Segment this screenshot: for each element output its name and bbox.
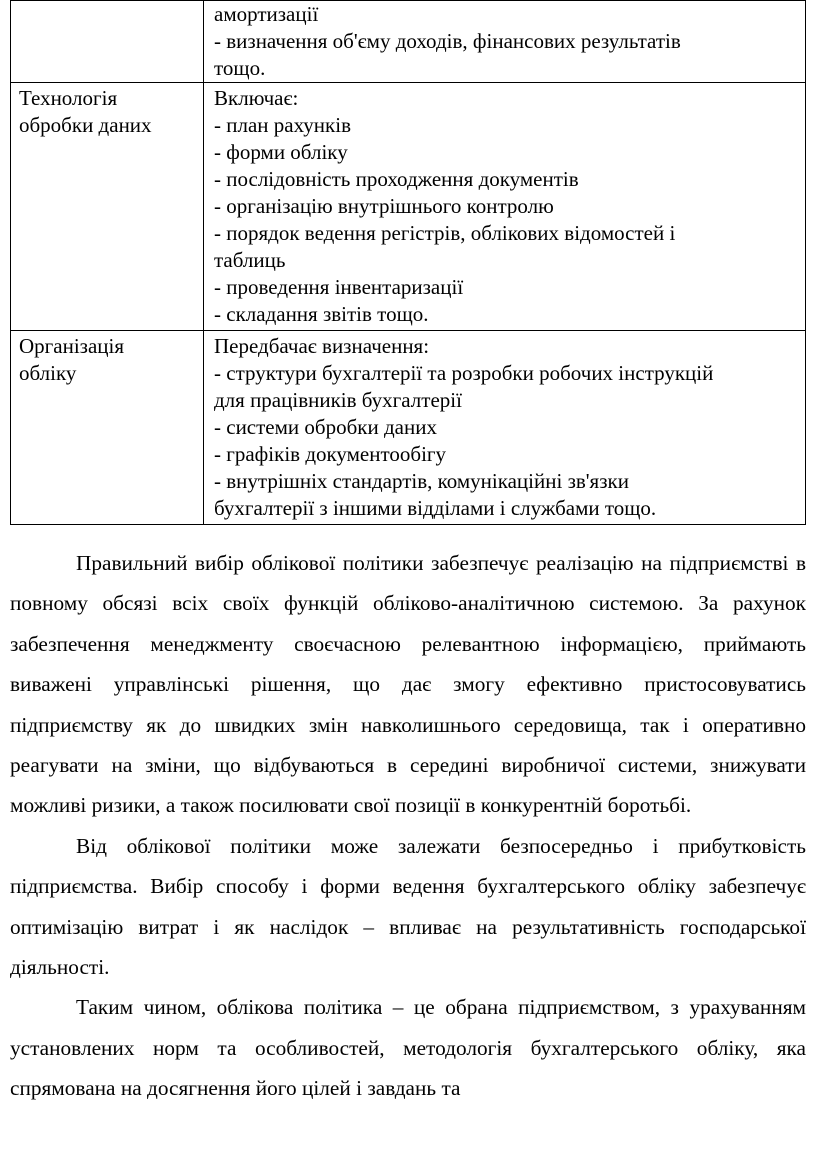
- table-cell-line: Передбачає визначення:: [214, 334, 430, 358]
- table-cell-line: амортизації: [214, 2, 319, 26]
- table-cell-line: бухгалтерії з іншими відділами і службами тощо.: [214, 496, 657, 520]
- table-cell-line: - проведення інвентаризації: [214, 275, 464, 299]
- table-cell-line: тощо.: [214, 56, 266, 80]
- table-cell-line: - послідовність проходження документів: [214, 167, 579, 191]
- table-row: [11, 331, 806, 525]
- table-cell-line: - структури бухгалтерії та розробки робочих інструкцій: [214, 361, 714, 385]
- accounting-policy-table: [10, 0, 806, 525]
- row-label-line: обліку: [19, 361, 77, 385]
- table-cell-content: [204, 331, 806, 525]
- table-cell-label: [11, 83, 204, 331]
- table-cell-line: - графіків документообігу: [214, 442, 447, 466]
- table-cell-content: [204, 83, 806, 331]
- row-label-line: обробки даних: [19, 113, 152, 137]
- table-cell-line: - порядок ведення регістрів, облікових відомостей і: [214, 221, 676, 245]
- table-cell-line: - організацію внутрішнього контролю: [214, 194, 554, 218]
- table-cell-line: - форми обліку: [214, 140, 348, 164]
- paragraph: Від облікової політики може залежати безпосередньо і прибутковість підприємства. Вибір способу і форми ведення бухгалтерського обліку забезпечує оптимізацію витрат і як наслідок – впливає на результативність господарської діяльності.: [10, 833, 806, 980]
- table-cell-line: для працівників бухгалтерії: [214, 388, 462, 412]
- table-cell-line: таблиць: [214, 248, 286, 272]
- body-text: [10, 543, 806, 1109]
- table-cell-line: - визначення об'єму доходів, фінансових результатів: [214, 29, 681, 53]
- table-cell-line: Включає:: [214, 86, 299, 110]
- table-row: [11, 83, 806, 331]
- table-row: [11, 1, 806, 83]
- paragraph: Правильний вибір облікової політики забезпечує реалізацію на підприємстві в повному обсязі всіх своїх функцій обліково-аналітичною системою. За рахунок забезпечення менеджменту своєчасною релевантною інформацією, приймають виважені управлінські рішення, що дає змогу ефективно пристосовуватись підприємству як до швидких змін навколишнього середовища, так і оперативно реагувати на зміни, що відбуваються в середині виробничої системи, знижувати можливі ризики, а також посилювати свої позиції в конкурентній боротьбі.: [10, 551, 806, 818]
- row-label-line: Технологія: [19, 86, 118, 110]
- table-cell-line: - план рахунків: [214, 113, 351, 137]
- paragraph: Таким чином, облікова політика – це обрана підприємством, з урахуванням установлених норм та особливостей, методологія бухгалтерського обліку, яка спрямована на досягнення його цілей і завдань та: [10, 995, 806, 1101]
- row-label-line: Організація: [19, 334, 125, 358]
- table-cell-line: - внутрішніх стандартів, комунікаційні зв'язки: [214, 469, 629, 493]
- table-cell-line: - системи обробки даних: [214, 415, 437, 439]
- table-cell-line: - складання звітів тощо.: [214, 302, 429, 326]
- table-cell-label: [11, 331, 204, 525]
- table-cell-content: [204, 1, 806, 83]
- table-cell-label: [11, 1, 204, 83]
- document-page: [10, 0, 806, 525]
